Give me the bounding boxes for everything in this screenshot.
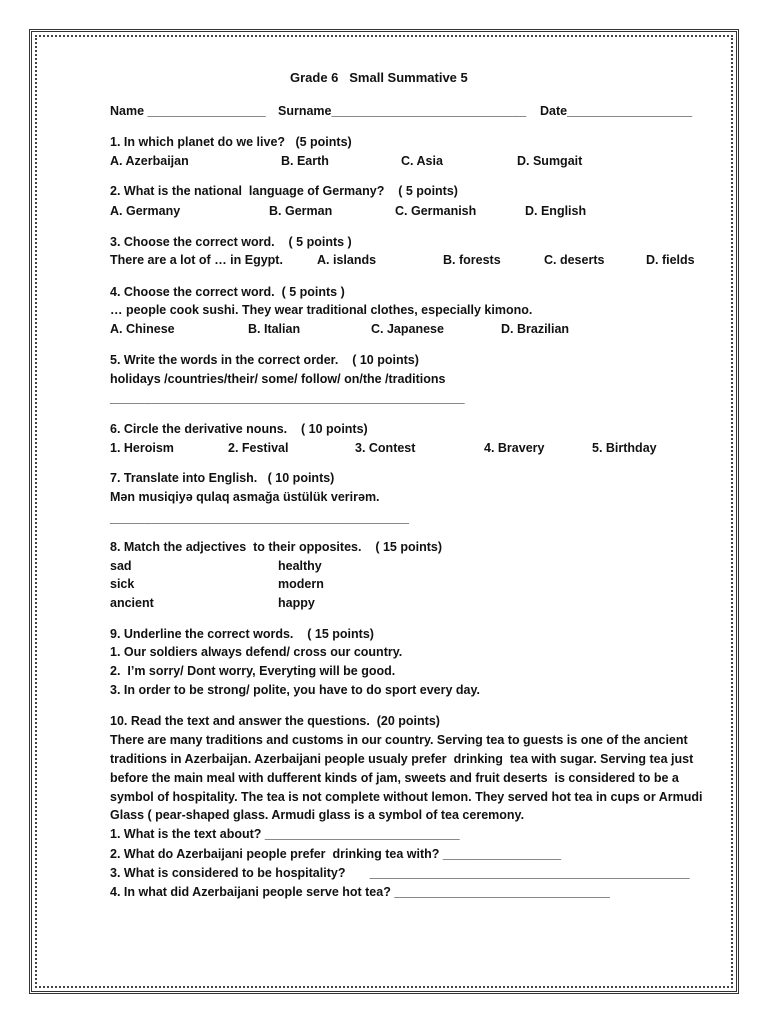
reading-text-line: traditions in Azerbaijan. Azerbaijani people usualy prefer drinking tea with sugar. Serving tea just bbox=[110, 752, 694, 766]
question-9: 9. Underline the correct words. ( 15 points) bbox=[110, 627, 374, 641]
q7-prompt: Mən musiqiyə qulaq asmağa üstülük verirəm. bbox=[110, 490, 380, 504]
q2-option-d[interactable]: D. English bbox=[525, 204, 587, 218]
question-7: 7. Translate into English. ( 10 points) bbox=[110, 471, 335, 485]
q3-prompt: There are a lot of … in Egypt. bbox=[110, 253, 283, 267]
q8-left-1[interactable]: sad bbox=[110, 559, 132, 573]
q1-option-b[interactable]: B. Earth bbox=[281, 154, 329, 168]
name-field[interactable]: Name _________________ bbox=[110, 104, 266, 118]
q3-option-d[interactable]: D. fields bbox=[646, 253, 695, 267]
q6-option-3[interactable]: 3. Contest bbox=[355, 441, 416, 455]
q10-question-3[interactable]: 3. What is considered to be hospitality? ______________________________________________ bbox=[110, 866, 690, 880]
surname-field[interactable]: Surname____________________________ bbox=[278, 104, 527, 118]
q6-option-5[interactable]: 5. Birthday bbox=[592, 441, 657, 455]
date-field[interactable]: Date__________________ bbox=[540, 104, 693, 118]
question-2: 2. What is the national language of Germany? ( 5 points) bbox=[110, 184, 458, 198]
q3-option-a[interactable]: A. islands bbox=[317, 253, 377, 267]
q10-question-2[interactable]: 2. What do Azerbaijani people prefer drinking tea with? _________________ bbox=[110, 847, 562, 861]
q9-item-2[interactable]: 2. I’m sorry/ Dont worry, Everyting will be good. bbox=[110, 664, 396, 678]
q8-left-2[interactable]: sick bbox=[110, 577, 135, 591]
q8-right-2[interactable]: modern bbox=[278, 577, 324, 591]
question-4: 4. Choose the correct word. ( 5 points ) bbox=[110, 285, 345, 299]
question-8: 8. Match the adjectives to their opposites. ( 15 points) bbox=[110, 540, 443, 554]
reading-text-line: before the main meal with dufferent kinds of jam, sweets and fruit deserts is considered to be a bbox=[110, 771, 679, 785]
q4-option-b[interactable]: B. Italian bbox=[248, 322, 301, 336]
reading-text-line: symbol of hospitality. The tea is not complete without lemon. They served hot tea in cups or Armudi bbox=[110, 790, 703, 804]
q3-option-c[interactable]: C. deserts bbox=[544, 253, 605, 267]
q9-item-1[interactable]: 1. Our soldiers always defend/ cross our country. bbox=[110, 645, 403, 659]
reading-text-line: There are many traditions and customs in our country. Serving tea to guests is one of the ancient bbox=[110, 733, 688, 747]
q6-option-4[interactable]: 4. Bravery bbox=[484, 441, 545, 455]
question-10: 10. Read the text and answer the questions. (20 points) bbox=[110, 714, 440, 728]
q9-item-3[interactable]: 3. In order to be strong/ polite, you have to do sport every day. bbox=[110, 683, 480, 697]
q2-option-c[interactable]: C. Germanish bbox=[395, 204, 477, 218]
q10-question-1[interactable]: 1. What is the text about? ____________________________ bbox=[110, 827, 460, 841]
q8-right-3[interactable]: happy bbox=[278, 596, 315, 610]
q5-answer-line[interactable]: ___________________________________________________ bbox=[110, 391, 465, 405]
q6-option-2[interactable]: 2. Festival bbox=[228, 441, 289, 455]
page-title: Grade 6 Small Summative 5 bbox=[290, 70, 468, 85]
question-6: 6. Circle the derivative nouns. ( 10 points) bbox=[110, 422, 368, 436]
q4-option-a[interactable]: A. Chinese bbox=[110, 322, 175, 336]
q3-option-b[interactable]: B. forests bbox=[443, 253, 501, 267]
reading-text-line: Glass ( pear-shaped glass. Armudi glass is a symbol of tea ceremony. bbox=[110, 808, 525, 822]
q8-right-1[interactable]: healthy bbox=[278, 559, 322, 573]
question-3: 3. Choose the correct word. ( 5 points ) bbox=[110, 235, 352, 249]
q10-question-4[interactable]: 4. In what did Azerbaijani people serve hot tea? _______________________________ bbox=[110, 885, 610, 899]
q2-option-a[interactable]: A. Germany bbox=[110, 204, 181, 218]
q4-option-d[interactable]: D. Brazilian bbox=[501, 322, 570, 336]
q7-answer-line[interactable]: ___________________________________________ bbox=[110, 511, 409, 525]
question-1: 1. In which planet do we live? (5 points) bbox=[110, 135, 352, 149]
q4-option-c[interactable]: C. Japanese bbox=[371, 322, 444, 336]
q1-option-c[interactable]: C. Asia bbox=[401, 154, 443, 168]
q4-prompt: … people cook sushi. They wear traditional clothes, especially kimono. bbox=[110, 303, 533, 317]
q1-option-d[interactable]: D. Sumgait bbox=[517, 154, 583, 168]
q8-left-3[interactable]: ancient bbox=[110, 596, 154, 610]
q2-option-b[interactable]: B. German bbox=[269, 204, 333, 218]
question-5: 5. Write the words in the correct order. ( 10 points) bbox=[110, 353, 419, 367]
q1-option-a[interactable]: A. Azerbaijan bbox=[110, 154, 189, 168]
q5-prompt: holidays /countries/their/ some/ follow/ on/the /traditions bbox=[110, 372, 446, 386]
q6-option-1[interactable]: 1. Heroism bbox=[110, 441, 174, 455]
